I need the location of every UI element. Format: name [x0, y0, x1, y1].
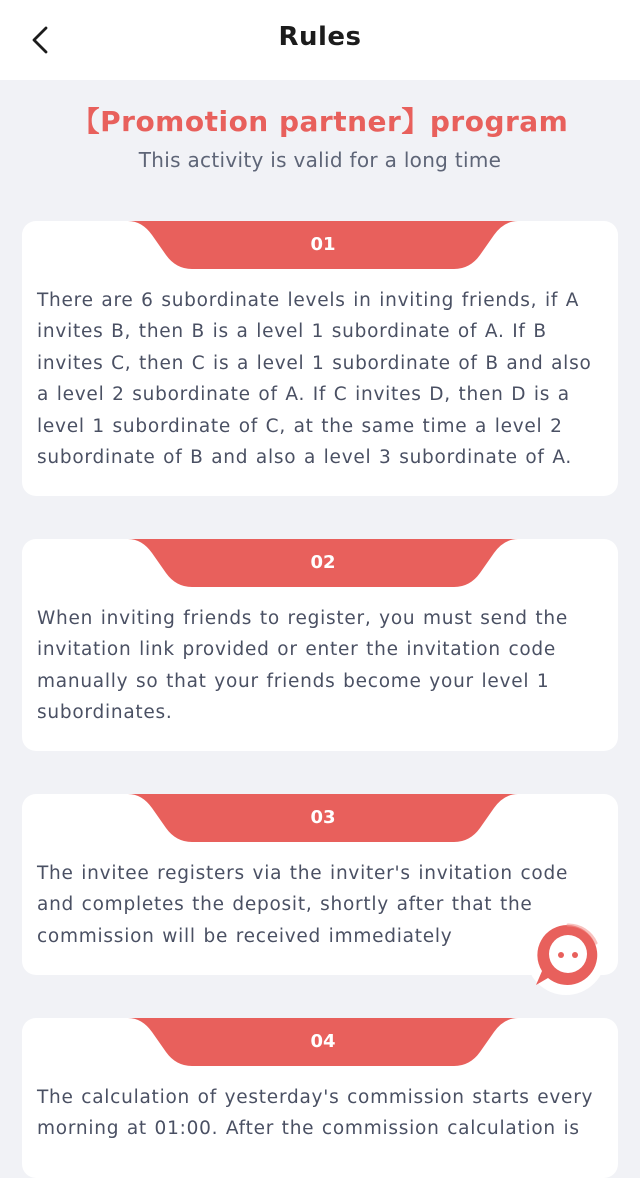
rule-number-tab: [128, 539, 518, 587]
promotion-title: 【Promotion partner】program: [71, 105, 569, 138]
rule-text: There are 6 subordinate levels in inviting friends, if A invites B, then B is a level 1 subordinate of A. If B invites C, then C is a level 1 subordinate of B and also a level 2 subordinate of A. If C invites D, then D is a level 1 subordinate of C, at the same time a level 2 subordinate of B and also a level 3 subordinate of A.: [37, 290, 592, 469]
rule-text: The calculation of yesterday's commission starts every morning at 01:00. After the commission calculation is: [37, 1087, 594, 1140]
chat-bubble-icon: [524, 913, 608, 997]
rule-card-01: [22, 221, 618, 496]
customer-service-button[interactable]: [524, 913, 608, 997]
top-bar: [0, 0, 640, 80]
rule-text: The invitee registers via the inviter's invitation code and completes the deposit, shortly after that the commission will be received immediately: [37, 863, 569, 947]
rule-card-04: [22, 1018, 618, 1178]
rule-number: 03: [310, 807, 336, 828]
rule-text: When inviting friends to register, you must send the invitation link provided or enter the invitation code manually so that your friends become your level 1 subordinates.: [37, 608, 569, 724]
rule-number-tab: [128, 221, 518, 269]
rule-number: 04: [310, 1031, 336, 1052]
page-title: Rules: [278, 22, 362, 52]
rule-number: 02: [310, 552, 336, 573]
promotion-subtitle: This activity is valid for a long time: [138, 148, 502, 172]
rule-card-02: [22, 539, 618, 751]
rule-number: 01: [310, 234, 336, 255]
rule-number-tab: [128, 1018, 518, 1066]
rule-number-tab: [128, 794, 518, 842]
